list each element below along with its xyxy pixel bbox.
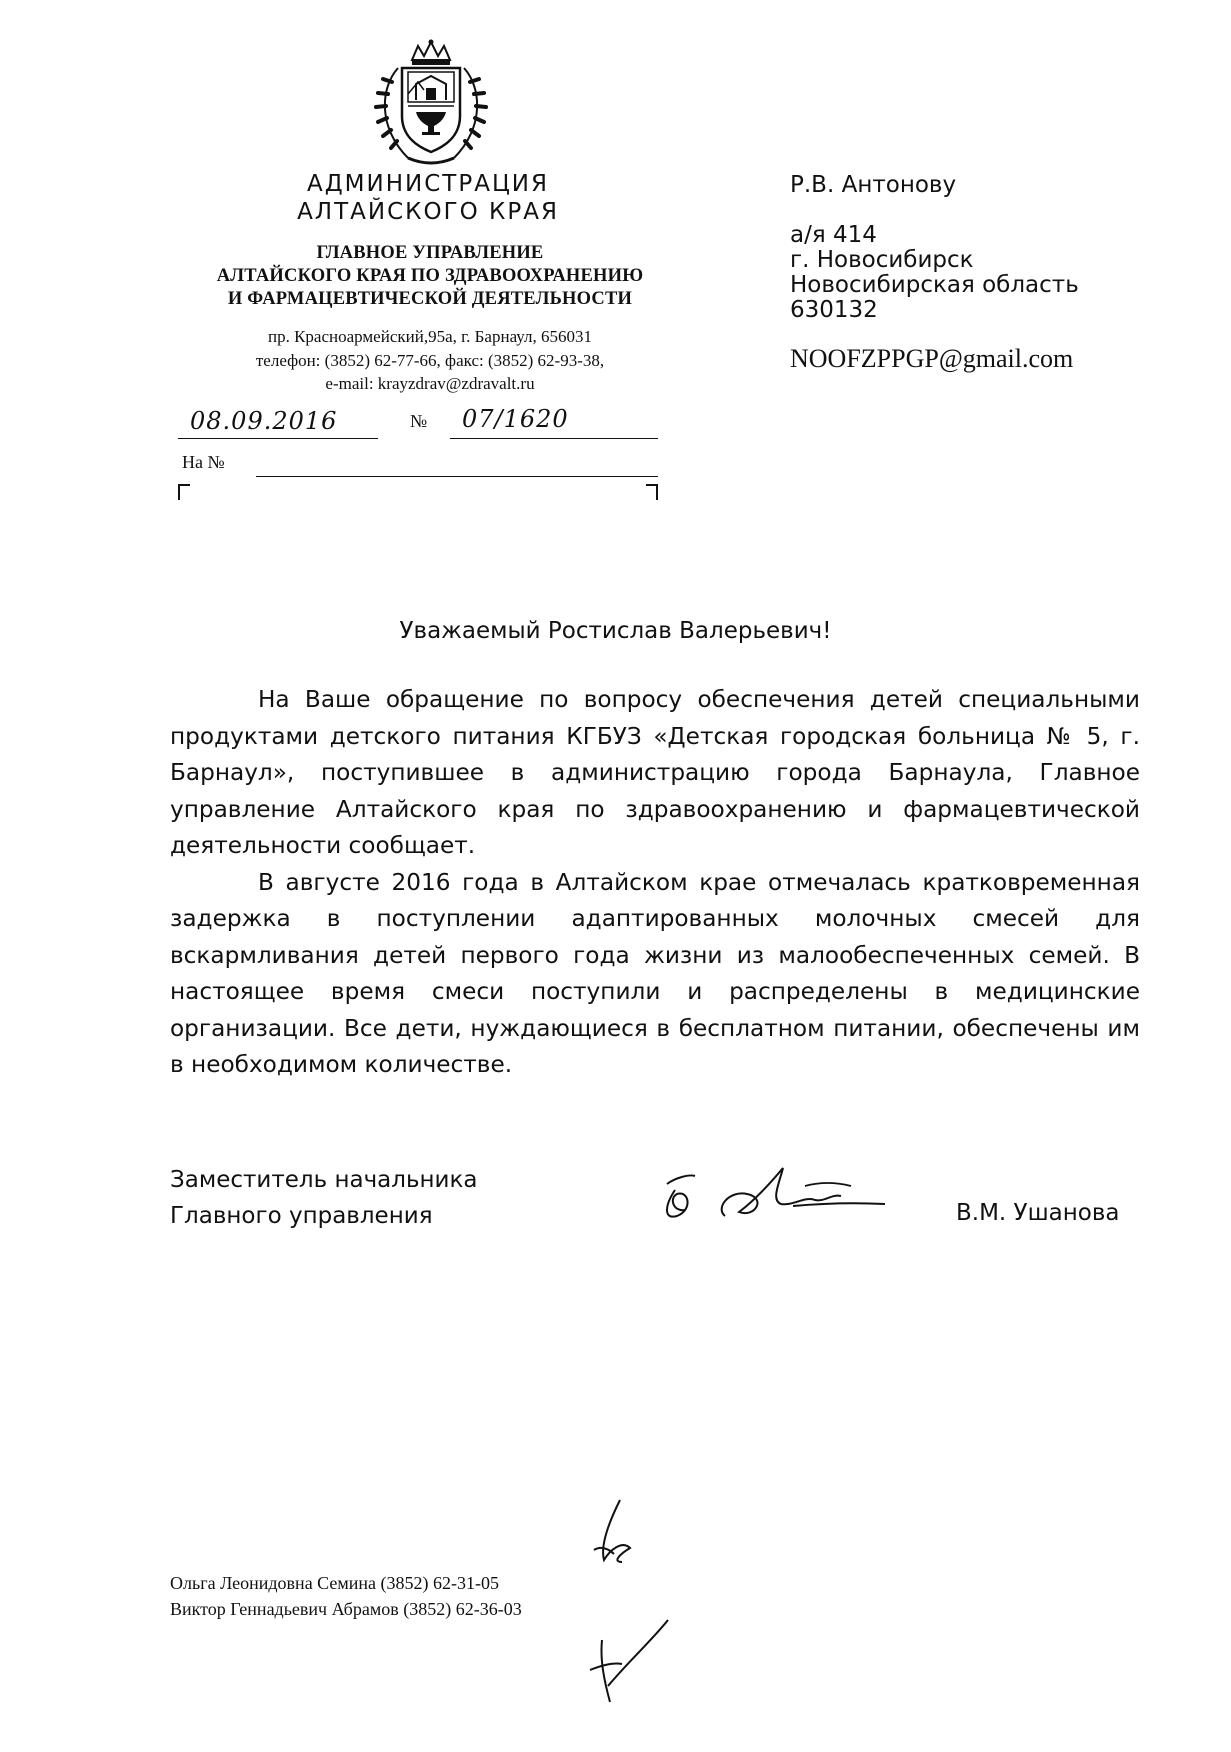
department-line-1: ГЛАВНОЕ УПРАВЛЕНИЕ xyxy=(316,243,544,263)
address-corner-left xyxy=(178,484,190,500)
registration-number-label: № xyxy=(410,411,428,431)
date-underline xyxy=(178,438,378,439)
signatory-position-line-1: Заместитель начальника xyxy=(170,1167,478,1193)
signatory-position-line-2: Главного управления xyxy=(170,1203,433,1229)
executor-line-1: Ольга Леонидовна Семина (3852) 62-31-05 xyxy=(170,1573,500,1593)
number-underline xyxy=(450,438,658,439)
registration-date: 08.09.2016 xyxy=(190,407,338,435)
body-paragraph-1: На Ваше обращение по вопросу обеспечения детей специальными продуктами детского питания КГБУЗ «Детская городская больница № 5, г. Барнаул», поступившее в администрацию города Барнаула, Главное управление Алтайского края по здравоохранению и фармацевтической деятельности сообщает. xyxy=(170,686,1140,859)
body-paragraph-2: В августе 2016 года в Алтайском крае отмечалась кратковременная задержка в поступлении адаптированных молочных смесей для вскармливания детей первого года жизни из малообеспеченных семей. В настоящее время смеси поступили и распределены в медицинские организации. Все дети, нуждающиеся в бесплатном питании, обеспечены им в необходимом количестве. xyxy=(170,868,1140,1078)
coat-of-arms-icon xyxy=(368,38,494,170)
registration-number: 07/1620 xyxy=(462,405,569,433)
address-corner-right xyxy=(646,484,658,500)
org-title-line-2: АЛТАЙСКОГО КРАЯ xyxy=(297,199,559,225)
signatory-name: В.М. Ушанова xyxy=(956,1200,1120,1226)
recipient-name: Р.В. Антонову xyxy=(790,172,957,198)
address-line-2: телефон: (3852) 62-77-66, факс: (3852) 62-93-38, xyxy=(255,351,605,370)
salutation: Уважаемый Ростислав Валерьевич! xyxy=(399,618,832,644)
recipient-address-line-2: г. Новосибирск xyxy=(790,247,974,273)
recipient-address-line-3: Новосибирская область xyxy=(790,272,1079,298)
recipient-email: NOOFZPPGP@gmail.com xyxy=(790,344,1074,373)
department-line-2: АЛТАЙСКОГО КРАЯ ПО ЗДРАВООХРАНЕНИЮ xyxy=(216,266,644,286)
reference-underline xyxy=(256,476,658,477)
address-line-1: пр. Красноармейский,95а, г. Барнаул, 656031 xyxy=(268,327,592,346)
department-line-3: И ФАРМАЦЕВТИЧЕСКОЙ ДЕЯТЕЛЬНОСТИ xyxy=(227,289,633,309)
reference-number-label: На № xyxy=(182,452,225,472)
executor-line-2: Виктор Геннадьевич Абрамов (3852) 62-36-03 xyxy=(170,1599,522,1619)
recipient-address-line-1: а/я 414 xyxy=(790,222,877,248)
handwritten-signature xyxy=(655,1160,890,1228)
recipient-postcode: 630132 xyxy=(790,297,878,323)
executor-initials-marks xyxy=(560,1490,680,1710)
org-title-line-1: АДМИНИСТРАЦИЯ xyxy=(306,171,549,197)
letter-body xyxy=(170,682,1140,1084)
address-line-3: e-mail: krayzdrav@zdravalt.ru xyxy=(325,374,535,393)
